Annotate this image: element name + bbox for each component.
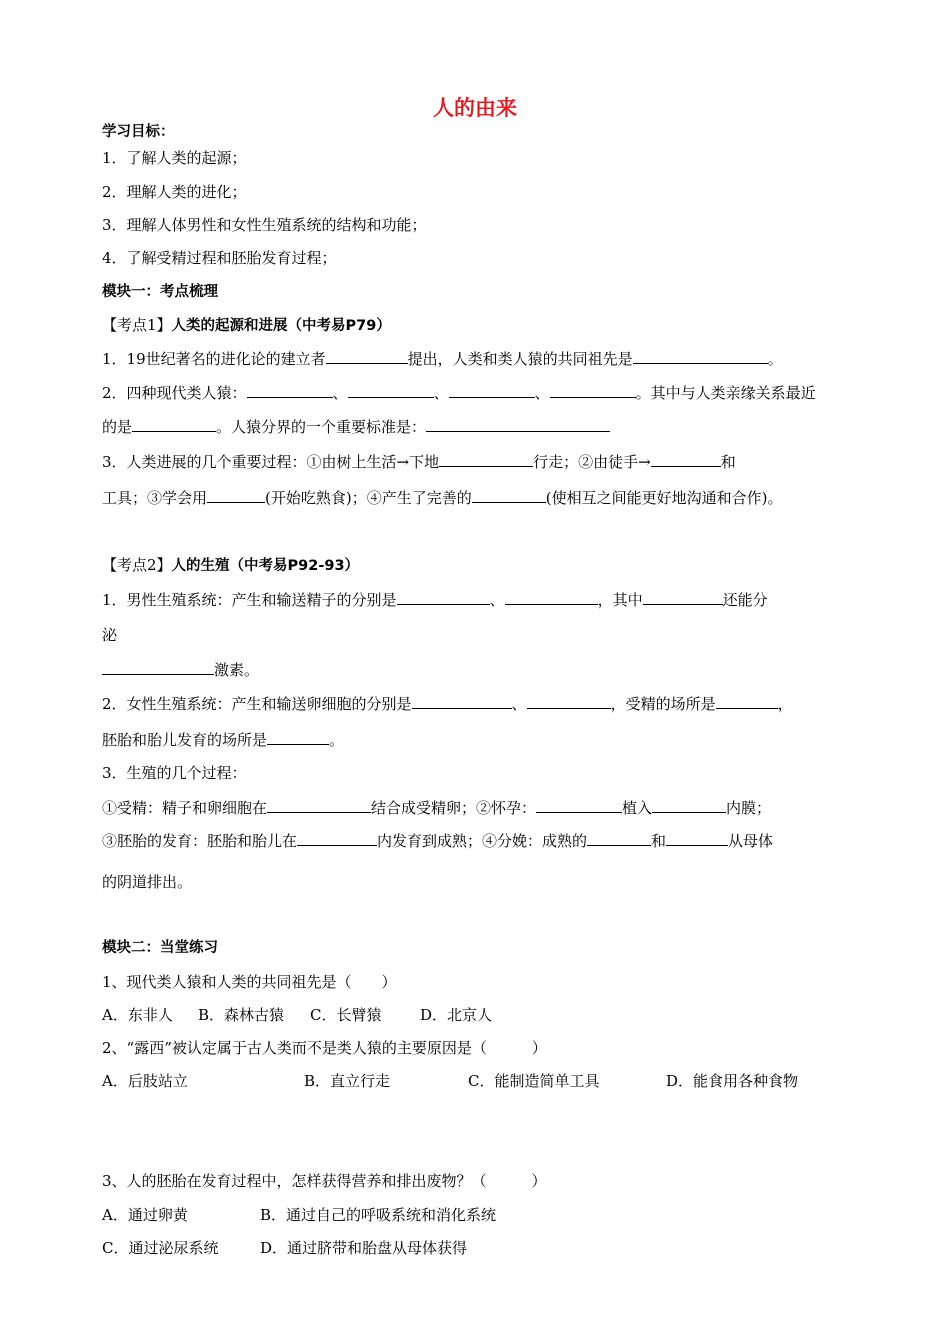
kp2-question-3-line3: 的阴道排出。	[102, 873, 193, 891]
fill-blank[interactable]	[426, 416, 610, 432]
kp1-question-3-line2: 工具；③学会用 (开始吃熟食)；④产生了完善的 (使相互之间能更好地沟通和合作)。	[102, 489, 783, 507]
kp1-question-2-line2: 的是 。人猿分界的一个重要标准是：	[102, 416, 610, 437]
objective-item: 3．理解人体男性和女性生殖系统的结构和功能；	[102, 216, 427, 234]
exercise-options	[102, 1205, 496, 1225]
fill-blank[interactable]	[550, 382, 636, 398]
fill-blank[interactable]	[472, 487, 546, 503]
option-b[interactable]: B．通过自己的呼吸系统和消化系统	[260, 1206, 497, 1224]
kp2-question-1-line2: 泌	[102, 626, 118, 644]
fill-blank[interactable]	[716, 693, 778, 709]
fill-blank[interactable]	[297, 830, 377, 846]
option-b[interactable]: B．森林古猿	[198, 1006, 285, 1024]
kp1-heading	[102, 315, 391, 336]
fill-blank[interactable]	[267, 797, 371, 813]
option-c[interactable]: C．通过泌尿系统	[102, 1239, 219, 1257]
option-a[interactable]: A．后肢站立	[102, 1072, 188, 1090]
fill-blank[interactable]	[633, 348, 768, 364]
fill-blank[interactable]	[652, 797, 726, 813]
exercise-stem: 2、“露西”被认定属于古人类而不是类人猿的主要原因是（ ）	[102, 1039, 547, 1057]
fill-blank[interactable]	[651, 451, 721, 467]
option-d[interactable]: D．能食用各种食物	[666, 1072, 799, 1090]
fill-blank[interactable]	[412, 693, 512, 709]
fill-blank[interactable]	[247, 382, 333, 398]
document-title: 人的由来	[433, 96, 517, 120]
objectives-heading: 学习目标：	[102, 124, 175, 140]
fill-blank[interactable]	[449, 382, 535, 398]
option-a[interactable]: A．东非人	[102, 1006, 173, 1024]
objective-item: 4．了解受精过程和胚胎发育过程；	[102, 249, 337, 267]
kp2-question-3-line2: ③胚胎的发育：胚胎和胎儿在 内发育到成熟；④分娩：成熟的 和 从母体	[102, 832, 774, 850]
fill-blank[interactable]	[102, 659, 214, 675]
exercise-options	[102, 1071, 798, 1091]
fill-blank[interactable]	[536, 797, 622, 813]
fill-blank[interactable]	[207, 487, 265, 503]
module2-heading: 模块二：当堂练习	[102, 940, 218, 956]
fill-blank[interactable]	[587, 830, 651, 846]
fill-blank[interactable]	[505, 589, 598, 605]
kp2-question-1-line3: 激素。	[102, 659, 259, 680]
objective-item: 1．了解人类的起源；	[102, 149, 247, 167]
option-c[interactable]: C．长臂猿	[310, 1006, 382, 1024]
module1-heading: 模块一：考点梳理	[102, 284, 218, 300]
kp1-title: 人类的起源和进展（中考易P79）	[171, 318, 391, 334]
fill-blank[interactable]	[348, 382, 434, 398]
kp2-question-1-line1: 1．男性生殖系统：产生和输送精子的分别是 、 ，其中 还能分	[102, 591, 768, 609]
kp2-question-2-line1: 2．女性生殖系统：产生和输送卵细胞的分别是 、 ，受精的场所是 ，	[102, 695, 793, 713]
kp2-tag: 【考点2】	[102, 556, 172, 574]
kp1-question-3-line1: 3．人类进展的几个重要过程：①由树上生活→下地 行走；②由徒手→ 和	[102, 453, 736, 471]
objective-item: 2．理解人类的进化；	[102, 183, 247, 201]
kp2-title: 人的生殖（中考易P92-93）	[171, 558, 360, 574]
kp1-tag: 【考点1】	[102, 316, 172, 334]
option-a[interactable]: A．通过卵黄	[102, 1206, 188, 1224]
option-d[interactable]: D．通过脐带和胎盘从母体获得	[260, 1239, 468, 1257]
kp1-question-1: 1．19世纪著名的进化论的建立者 提出，人类和类人猿的共同祖先是 。	[102, 350, 783, 368]
fill-blank[interactable]	[326, 348, 408, 364]
option-b[interactable]: B．直立行走	[304, 1072, 391, 1090]
kp2-question-3-heading: 3．生殖的几个过程：	[102, 764, 247, 782]
fill-blank[interactable]	[267, 729, 329, 745]
option-d[interactable]: D．北京人	[420, 1006, 493, 1024]
kp2-heading	[102, 555, 359, 576]
kp2-question-2-line2: 胚胎和胎儿发育的场所是 。	[102, 731, 345, 749]
fill-blank[interactable]	[643, 589, 723, 605]
fill-blank[interactable]	[132, 416, 216, 432]
exercise-options	[102, 1005, 492, 1025]
fill-blank[interactable]	[527, 693, 611, 709]
kp2-question-3-line1: ①受精：精子和卵细胞在 结合成受精卵；②怀孕： 植入 内膜；	[102, 799, 772, 817]
fill-blank[interactable]	[666, 830, 728, 846]
exercise-stem: 3、人的胚胎在发育过程中，怎样获得营养和排出废物？（ ）	[102, 1172, 547, 1190]
kp1-question-2-line1: 2．四种现代类人猿： 、 、 、 。其中与人类亲缘关系最近	[102, 384, 816, 402]
exercise-stem: 1、现代类人猿和人类的共同祖先是（ ）	[102, 973, 397, 991]
fill-blank[interactable]	[397, 589, 490, 605]
fill-blank[interactable]	[439, 451, 533, 467]
exercise-options	[102, 1238, 467, 1258]
option-c[interactable]: C．能制造简单工具	[468, 1072, 600, 1090]
